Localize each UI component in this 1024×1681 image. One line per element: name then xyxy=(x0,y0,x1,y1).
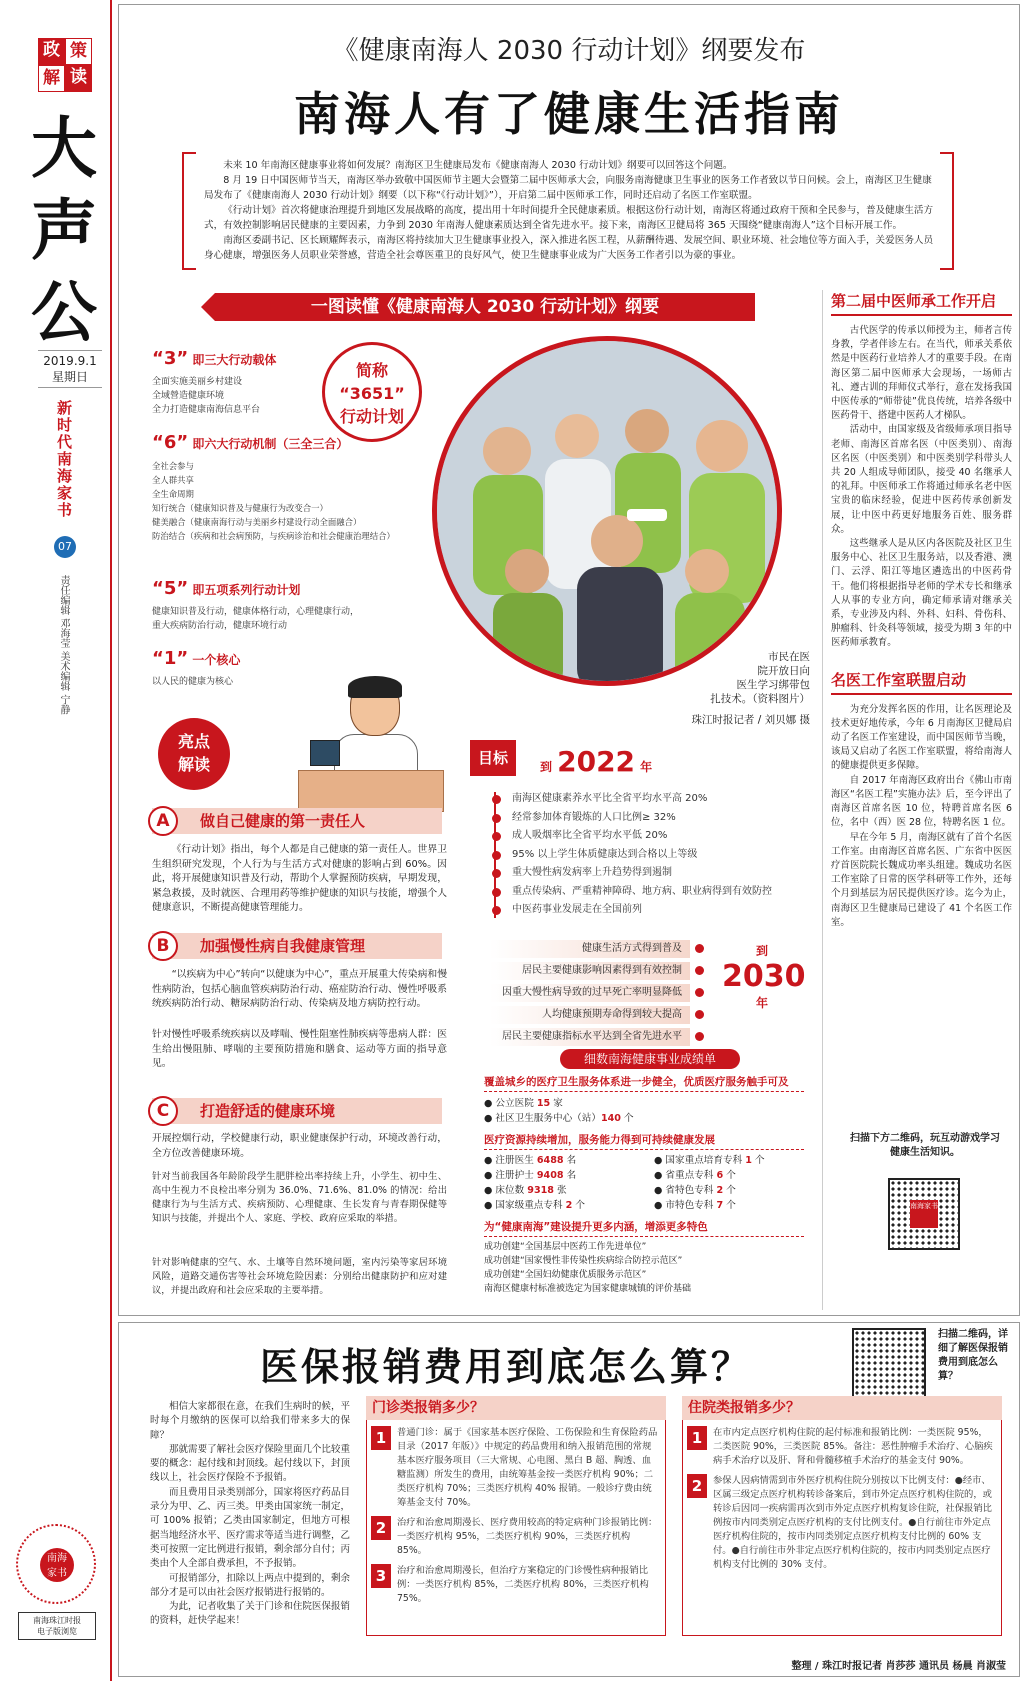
item-unit: 名 xyxy=(563,1170,577,1181)
target-item: 中医药事业发展走在全国前列 xyxy=(490,901,810,920)
badge-line: 简称 xyxy=(355,361,388,380)
year-suffix: 年 xyxy=(755,996,768,1010)
section-b-body: “以疾病为中心”转向“以健康为中心”，重点开展重大传染病和慢性病防治，包括心脑血管疾病防治行动、癌症防治行动、慢性呼吸系统疾病防治行动、糖尿病防治行动、传染病及地方病防控行动。 xyxy=(152,969,447,1010)
intro-text xyxy=(204,158,934,263)
insurance-qr-prompt: 扫描二维码，详细了解医保报销费用到底怎么算？ xyxy=(938,1329,1008,1382)
pillar-number: “1” xyxy=(152,648,189,669)
item-value: 7 xyxy=(716,1200,724,1211)
item-label: 国家重点培育专科 xyxy=(665,1155,746,1166)
right-col-paragraph: 这些继承人是从区内各医院及社区卫生服务中心、社区卫生服务站，以及香港、澳门、云浮、阳江等地区遴选出的中医药骨干。他们将根据指导老师的学术专长和继承人从事的专业方向，确定师承请对继承关系，专业涉及内科、外科、妇科、骨伤科、肿瘤科、针灸科等领域，接受为期 3 年的中医药师承教育。 xyxy=(831,538,1012,649)
pillar-line: 全社会参与 xyxy=(152,461,194,471)
year-value: 2022 xyxy=(557,745,636,778)
achievement-item: ● 省重点专科 6 个 xyxy=(654,1170,736,1181)
target-2022-label xyxy=(540,745,652,778)
section-b-header: 加强慢性病自我健康管理 xyxy=(152,933,442,959)
item-text: 参保人因病情需到市外医疗机构住院分别按以下比例支付：●经市、区属三级定点医疗机构转诊备案后，到市外定点医疗机构住院的，或转诊后因同一疾病需再次到市外定点医疗机构复诊住院，社保报销比例按市内同类别定点医疗机构的支付比例支付。●自行前往市外定点医疗机构住院的，按市内同类别定点医疗机构支付比例的 60% 支付。●自行前往市外非定点医疗机构住院的，按市内同类别定点医疗机构支付比例的 30% 支付。 xyxy=(713,1475,992,1570)
year-prefix: 到 xyxy=(540,760,553,774)
column-name-char: 声 xyxy=(31,192,97,269)
lead-paragraph: 而且费用目录类别部分，国家将医疗药品目录分为甲、乙、丙三类。甲类由国家统一制定，可 100% 报销；乙类由国家制定，但地方可根据当地经济水平、医疗需求等适当进行调整，乙类可按照一定比例进行报销，剩余部分自付；丙类由个人全部自费承担，不予报销。 xyxy=(150,1486,350,1570)
target-item: 经常参加体育锻炼的人口比例≥ 32% xyxy=(490,809,810,828)
year-value: 2030 xyxy=(722,959,806,994)
lead-paragraph: 相信大家都很在意，在我们生病时的候，平时每个月缴纳的医保可以给我们带来多大的保障？ xyxy=(150,1401,350,1441)
achievement-item: ● 注册护士 9408 名 xyxy=(484,1170,577,1181)
lead-paragraph: 为此，记者收集了关于门诊和住院医保报销的资料，赶快学起来！ xyxy=(150,1601,350,1627)
pillar-line: 健康知识普及行动，健康体格行动，心理健康行动， xyxy=(152,607,360,617)
pillar-title-text: 即三大行动载体 xyxy=(192,353,277,367)
column-name-char: 大 xyxy=(31,110,97,187)
outpatient-box xyxy=(366,1396,666,1636)
caption-line: 扎技术。（资料图片） xyxy=(710,693,810,705)
year-prefix: 到 xyxy=(755,944,768,958)
section-a-body: 《行动计划》指出，每个人都是自己健康的第一责任人。世界卫生组织研究发现，个人行为与生活方式对健康的影响占到 60%。因此，将开展健康知识普及行动，帮助个人掌握预防疾病，早期发现，紧急救援，及时就医、合理用药等维护健康的知识与技能，增强个人健康意识，不断提高健康管理能力。 xyxy=(152,844,447,914)
inpatient-body xyxy=(682,1420,1002,1636)
stamp-text: 南海 xyxy=(47,1553,67,1564)
achievement-item: ● 省特色专科 2 个 xyxy=(654,1185,736,1196)
pillar-line: 以人民的健康为核心 xyxy=(152,677,234,687)
achievement-item: ● 床位数 9318 张 xyxy=(484,1185,567,1196)
item-number: 3 xyxy=(371,1564,391,1588)
right-col-paragraph: 自 2017 年南海区政府出台《佛山市南海区“名医工程”实施办法》后，至今评出了南海区首席名医 10 位，特聘首席名医 6 位，名中（西）医 28 位，特聘名医 1 位。 xyxy=(831,774,1012,829)
target-item: 成人吸烟率比全省平均水平低 20% xyxy=(490,827,810,846)
right-col-heading: 名医工作室联盟启动 xyxy=(831,669,1012,695)
honor-item: 南海区健康村标准被选定为国家健康城镇的评价基础 xyxy=(484,1284,692,1294)
targets-badge: 目标 xyxy=(470,740,516,776)
badge-line: 亮点 xyxy=(177,732,210,751)
item-unit: 张 xyxy=(553,1185,567,1196)
item-label: 公立医院 xyxy=(495,1098,537,1109)
inpatient-heading: 住院类报销多少？ xyxy=(682,1396,1002,1420)
badge-line: 行动计划 xyxy=(339,407,404,426)
badge-line: 解读 xyxy=(177,755,210,774)
pillar-title-text: 一个核心 xyxy=(192,653,241,667)
achievement-grid xyxy=(484,1153,804,1213)
pillar-line: 全面实施美丽乡村建设 xyxy=(152,377,243,387)
insurance-lead xyxy=(150,1400,350,1629)
item-number: 1 xyxy=(687,1426,707,1450)
item-value: 1 xyxy=(745,1155,752,1166)
item-value: 6 xyxy=(716,1170,724,1181)
item-unit: 家 xyxy=(550,1098,563,1109)
monitor-icon xyxy=(310,740,340,766)
pillar-line: 知行统合（健康知识普及与健康行为改变合一） xyxy=(152,503,328,513)
achievement-item: ● 社区卫生服务中心（站）140 个 xyxy=(484,1113,634,1124)
right-col-paragraph: 活动中，由国家级及省级师承项目指导老师、南海区首席名医（中医类别）、南海区名医（中医类别）和中医类别学科带头人共 20 人组成导师团队，接受 40 名继承人的礼拜。中医师承工作将通过师承名老中医宝贵的临床经验，促进中医药传承创新发展，让中医中药更好地服务百姓、服务群众。 xyxy=(831,424,1012,535)
inpatient-box xyxy=(682,1396,1002,1636)
intro-paragraph: 《行动计划》首次将健康治理提升到地区发展战略的高度，提出用十年时间提升全民健康素质。根据这份行动计划，南海区将通过政府干预和全民参与，普及健康生活方式，有效控制影响居民健康的主要因素，力争到 2030 年南海人健康素质达到全省先进水平。接下来，南海区卫健局将 365 天围绕“健康南海人”这个目标开展工作。 xyxy=(204,205,934,231)
right-col-paragraph: 为充分发挥名医的作用，让名医理论及技术更好地传承，今年 6 月南海区卫健局启动了名医工作室建设，而中国医师节当晚，该局又启动了名医工作室联盟，将给南海人的健康提供更多保障。 xyxy=(831,703,1012,772)
targets-2022-list xyxy=(490,790,810,920)
pillar-line: 全生命周期 xyxy=(152,489,194,499)
section-b-note: 针对慢性呼吸系统疾病以及哮喘、慢性阻塞性肺疾病等患病人群：医生给出慢阻肺、哮喘的主要预防措施和膳食、运动等方面的指导意见。 xyxy=(152,1029,447,1070)
right-col-paragraph: 早在今年 5 月，南海区就有了首个名医工作室。由南海区首席名医、广东省中医医疗首医院院长魏成功率头组建。魏成功名医工作室除了日常的医学科研等工作外，还每个月到基层为居民提供医疗诊。迄今为止，南海区卫生健康局已建设了 41 个名医工作室。 xyxy=(831,831,1012,928)
target-item: 居民主要健康影响因素得到有效控制 xyxy=(490,962,690,980)
headline-main: 南海人有了健康生活指南 xyxy=(294,87,844,141)
pillar-lines xyxy=(152,375,322,417)
photo-credit: 珠江时报记者 / 刘贝娜 摄 xyxy=(691,714,810,726)
item-label: 社区卫生服务中心（站） xyxy=(495,1113,601,1124)
pillar-line: 全域營造健康环境 xyxy=(152,391,225,401)
item-number: 2 xyxy=(687,1474,707,1498)
insurance-title: 医保报销费用到底怎么算？ xyxy=(260,1345,753,1389)
honors-list xyxy=(484,1240,804,1296)
section-c-body: 开展控烟行动，学校健康行动，职业健康保护行动，环境改善行动，全方位改善健康环境。 xyxy=(152,1133,447,1159)
intro-paragraph: 未来 10 年南海区健康事业将如何发展？南海区卫生健康局发布《健康南海人 2030 行动计划》纲要可以回答这个问题。 xyxy=(223,160,733,171)
section-b-letter: B xyxy=(148,931,178,961)
brand-stamp xyxy=(40,1548,74,1582)
target-item: 居民主要健康指标水平达到全省先进水平 xyxy=(490,1028,690,1046)
outpatient-item xyxy=(371,1426,659,1510)
section-a-letter: A xyxy=(148,806,178,836)
achievement-item: ● 注册医生 6488 名 xyxy=(484,1155,577,1166)
plan-nickname-badge xyxy=(322,342,422,442)
caption-line: 市民在医 xyxy=(768,651,810,663)
pillar-title xyxy=(152,648,352,669)
pillar-line: 全力打造健康南海信息平台 xyxy=(152,405,261,415)
caption-line: 医生学习绑带包 xyxy=(736,679,810,691)
column-seal xyxy=(38,38,92,92)
achievement-item: ● 市特色专科 7 个 xyxy=(654,1200,736,1211)
qr-brand-logo: 南海家书 xyxy=(910,1200,938,1228)
achievement-col xyxy=(654,1153,804,1213)
right-col-heading: 第二届中医师承工作开启 xyxy=(831,290,1012,316)
pillar-6 xyxy=(152,432,422,543)
intro-paragraph: 8 月 19 日中国医师节当天，南海区举办致敬中国医师节主题大会暨第二届中医师承大会，向服务南海健康卫生事业的医务工作者致以节日问候。会上，南海区卫生健康局发布了《健康南海人 2030 行动计划》纲要（以下称“《行动计划》”），开启第二届中医师承工作，同时还启动了名医工作室联盟。 xyxy=(204,175,932,201)
item-label: 国家级重点专科 xyxy=(495,1200,566,1211)
page-number: 07 xyxy=(54,536,76,558)
outpatient-heading: 门诊类报销多少？ xyxy=(366,1396,666,1420)
item-unit: 个 xyxy=(572,1200,585,1211)
news-photo xyxy=(432,336,782,686)
pillar-line: 全人群共享 xyxy=(152,475,194,485)
weekday-text: 星期日 xyxy=(51,370,88,384)
pillar-3 xyxy=(152,348,322,417)
caption-line: 院开放日向 xyxy=(757,665,810,677)
lead-paragraph: 可报销部分，扣除以上两点中提到的，剩余部分才是可以由社会医疗报销进行报销的。 xyxy=(150,1572,350,1598)
pillar-line: 防治结合（疾病和社会病预防，与疾病诊治和社会健康治理结合） xyxy=(152,531,395,541)
outpatient-body xyxy=(366,1420,666,1636)
photo-caption xyxy=(700,650,810,706)
item-text: 在市内定点医疗机构住院的起付标准和报销比例：一类医院 95%，二类医院 90%，三类医院 85%。备注：恶性肿瘤手术治疗、心脑疾病手术治疗以及肝、肾和骨髓移植手术治疗的基金支付 90%。 xyxy=(713,1427,993,1466)
pillar-5 xyxy=(152,578,422,633)
achievement-item: ● 公立医院 15 家 xyxy=(484,1098,563,1109)
target-item: 重大慢性病发病率上升趋势得到遏制 xyxy=(490,864,810,883)
target-item: 因重大慢性病导致的过早死亡率明显降低 xyxy=(490,984,690,1002)
achievement-item: ● 国家重点培育专科 1 个 xyxy=(654,1155,765,1166)
honor-item: 成功创建“全国基层中医药工作先进单位” xyxy=(484,1242,647,1252)
outpatient-item xyxy=(371,1564,659,1606)
item-label: 注册护士 xyxy=(495,1170,537,1181)
pillar-line: 重大疾病防治行动，健康环境行动 xyxy=(152,621,288,631)
section-c-letter: C xyxy=(148,1096,178,1126)
target-item: 95% 以上学生体质健康达到合格以上等级 xyxy=(490,846,810,865)
target-item: 重点传染病、严重精神障碍、地方病、职业病得到有效防控 xyxy=(490,883,810,902)
item-value: 9318 xyxy=(527,1185,554,1196)
badge-line: “3651” xyxy=(339,384,405,403)
pillar-number: “3” xyxy=(152,348,189,369)
item-text: 治疗和治愈周期漫长、医疗费用较高的特定病种门诊报销比例：一类医疗机构 95%，二类医疗机构 90%，三类医疗机构 85%。 xyxy=(397,1517,658,1556)
target-item: 健康生活方式得到普及 xyxy=(490,940,690,958)
item-value: 15 xyxy=(536,1098,551,1109)
item-label: 省重点专科 xyxy=(665,1170,717,1181)
item-unit: 个 xyxy=(751,1155,765,1166)
target-2030-label xyxy=(722,942,806,1011)
edition-footer xyxy=(18,1612,96,1640)
item-label: 注册医生 xyxy=(495,1155,537,1166)
column-name xyxy=(28,108,100,354)
item-label: 床位数 xyxy=(495,1185,528,1196)
item-label: 省特色专科 xyxy=(665,1185,717,1196)
pillar-title-text: 即五项系列行动计划 xyxy=(192,583,301,597)
item-label: 市特色专科 xyxy=(665,1200,717,1211)
item-unit: 名 xyxy=(563,1155,577,1166)
column-tagline: 新时代南海家书 xyxy=(55,400,73,519)
honor-item: 成功创建“国家慢性非传染性疾病综合防控示范区” xyxy=(484,1256,683,1266)
photo-crowd-illustration xyxy=(437,341,782,686)
item-unit: 个 xyxy=(723,1185,736,1196)
item-unit: 个 xyxy=(620,1113,634,1124)
headline-kicker: 《健康南海人 2030 行动计划》纲要发布 xyxy=(332,36,806,66)
item-text: 普通门诊：属于《国家基本医疗保险、工伤保险和生育保险药品目录（2017 年版）》中规定的药品费用和纳入报销范围的常规基本医疗服务项目（三大常规、心电图、黑白 B 超、胸透、血糖监测）所发生的费用，由统筹基金按一类医疗机构 90%；二类医疗机构 70%；三类医疗机构 40% 报销。一般诊疗费由统筹基金支付 70%。 xyxy=(397,1427,658,1508)
desk-icon xyxy=(298,770,444,812)
column-name-char: 公 xyxy=(31,274,97,351)
item-value: 6488 xyxy=(536,1155,564,1166)
seal-char: 解 xyxy=(38,65,65,92)
achievements-title: 细数南海健康事业成绩单 xyxy=(560,1049,740,1069)
item-value: 9408 xyxy=(536,1170,564,1181)
seal-char: 政 xyxy=(38,38,65,65)
intro-bracket-left xyxy=(182,152,196,270)
pillar-1 xyxy=(152,648,352,689)
inpatient-item xyxy=(687,1426,995,1468)
section-c-header: 打造舒适的健康环境 xyxy=(152,1098,442,1124)
target-item: 南海区健康素养水平比全省平均水平高 20% xyxy=(490,790,810,809)
section-a-header: 做自己健康的第一责任人 xyxy=(152,808,442,834)
pillar-title-text: 即六大行动机制（三全三合） xyxy=(192,437,349,451)
right-col-paragraph: 古代医学的传承以师授为主，师者言传身教，学者伴诊左右。在当代，师承关系依然是中医药行业培养人才的重要手段。在南海区第二届中医师承大会现场，一场师古礼、遵古训的拜师仪式举行，意在发扬我国中医传承的“师带徒”优良传统，培养各级中医药骨干、搭建中医药人才梯队。 xyxy=(831,325,1012,422)
achievement-col xyxy=(484,1153,644,1213)
achievement-category: 覆盖城乡的医疗卫生服务体系进一步健全，优质医疗服务触手可及 xyxy=(484,1074,804,1092)
pillar-number: “6” xyxy=(152,432,189,453)
targets-2030-list xyxy=(490,940,690,1050)
insurance-qr-code[interactable] xyxy=(852,1328,926,1402)
editors-credit: 责任编辑 邓海莹 美术编辑 宁静 xyxy=(58,575,69,715)
intro-paragraph: 南海区委副书记、区长顾耀辉表示，南海区将持续加大卫生健康事业投入，深入推进名医工程，从薪酬待遇、发展空间、职业环境、社会地位等方面入手，关爱医务人员身心健康，增强医务人员职业荣誉感，营造全社会尊医重卫的良好风气，使卫生健康事业成为广大医务工作者引以为豪的事业。 xyxy=(204,235,934,261)
pillar-number: “5” xyxy=(152,578,189,599)
seal-char: 读 xyxy=(65,65,92,92)
item-number: 2 xyxy=(371,1516,391,1540)
pillar-line: 健美融合（健康南海行动与美丽乡村建设行动全面融合） xyxy=(152,517,362,527)
item-text: 治疗和治愈周期漫长，但治疗方案稳定的门诊慢性病种报销比例：一类医疗机构 85%，二类医疗机构 80%，三类医疗机构 75%。 xyxy=(397,1565,649,1604)
pillar-lines xyxy=(152,459,422,543)
highlight-badge xyxy=(158,718,230,790)
item-unit: 个 xyxy=(723,1170,736,1181)
seal-char: 策 xyxy=(65,38,92,65)
section-c-note2: 针对影响健康的空气、水、土壤等自然环境问题，室内污染等家居环境风险，道路交通伤害等社会环境危险因素：分别给出健康防护和应对建议，并提出政府和社会应采取的主要举措。 xyxy=(152,1257,447,1296)
section-c-note: 针对当前我国各年龄阶段学生肥胖检出率持续上升，小学生、初中生、高中生视力不良检出率分别为 36.0%、71.6%、81.0% 的情况：给出健康行为与生活方式、疾病预防、心理健康、生长发育与青春期保健等知识与技能，并提出个人、家庭、学校、政府应采取的举措。 xyxy=(152,1171,447,1224)
inpatient-item xyxy=(687,1474,995,1572)
achievements-block xyxy=(484,1074,804,1296)
article-credits: 整理 / 珠江时报记者 肖莎莎 通讯员 杨晨 肖淑莹 xyxy=(791,1661,1006,1672)
item-number: 1 xyxy=(371,1426,391,1450)
achievement-item: ● 国家级重点专科 2 个 xyxy=(484,1200,585,1211)
lead-paragraph: 那就需要了解社会医疗保险里面几个比较重要的概念：起付线和封顶线。起付线以下，封顶线以上，社会医疗保险不予报销。 xyxy=(150,1443,350,1484)
outpatient-item xyxy=(371,1516,659,1558)
item-value: 140 xyxy=(600,1113,621,1124)
footer-line: 电子版浏览 xyxy=(37,1627,77,1636)
doctor-hair-icon xyxy=(348,676,402,698)
item-value: 2 xyxy=(565,1200,573,1211)
item-value: 2 xyxy=(716,1185,724,1196)
footer-line: 南海珠江时报 xyxy=(33,1616,81,1625)
qr-prompt: 扫描下方二维码，玩互动游戏学习健康生活知识。 xyxy=(850,1133,1000,1158)
pillar-lines xyxy=(152,605,422,633)
pillar-title xyxy=(152,578,422,599)
intro-bracket-right xyxy=(940,152,954,270)
infographic-banner: 一图读懂《健康南海人 2030 行动计划》纲要 xyxy=(215,293,755,321)
achievement-category: 医疗资源持续增加，服务能力得到可持续健康发展 xyxy=(484,1132,804,1150)
honor-item: 成功创建“全国妇幼健康优质服务示范区” xyxy=(484,1270,647,1280)
year-suffix: 年 xyxy=(640,760,653,774)
pillar-title xyxy=(152,348,322,369)
issue-date xyxy=(38,350,102,388)
date-text: 2019.9.1 xyxy=(43,354,97,368)
item-unit: 个 xyxy=(723,1200,736,1211)
stamp-text: 家书 xyxy=(47,1568,67,1579)
achievement-category: 为“健康南海”建设提升更多内涵，增添更多特色 xyxy=(484,1219,804,1237)
target-item: 人均健康预期寿命得到较大提高 xyxy=(490,1006,690,1024)
